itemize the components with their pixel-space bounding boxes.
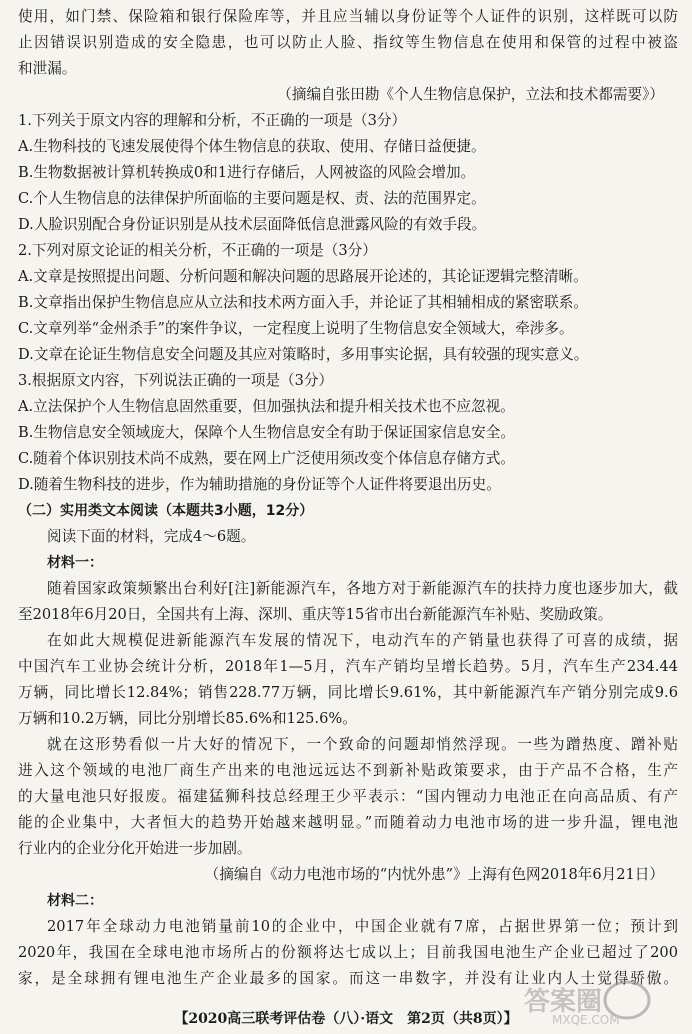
- text-line: B.生物信息安全领域庞大，保障个人生物信息安全有助于保证国家信息安全。: [18, 424, 515, 441]
- watermark-logo-icon: [522, 980, 672, 1026]
- text-line: 材料二：: [47, 893, 103, 909]
- text-line: 中国汽车工业协会统计分析，2018年1—5月，汽车产销均呈增长趋势。5月，汽车生产234.44: [18, 658, 678, 675]
- text-line: （二）实用类文本阅读（本题共3小题，12分）: [18, 503, 314, 519]
- text-line: 2020年，我国在全球电池市场所占的份额将达七成以上；目前我国电池生产企业已超过了200: [18, 944, 678, 961]
- text-line: A.立法保护个人生物信息固然重要，但加强执法和提升相关技术也不应忽视。: [18, 398, 515, 415]
- text-line: 的大量电池只好报废。福建猛狮科技总经理王少平表示：“国内锂动力电池正在向高品质、有产: [18, 788, 678, 805]
- text-line: C.随着个体识别技术尚不成熟，要在网上广泛使用须改变个体信息存储方式。: [18, 450, 515, 467]
- text-line: B.生物数据被计算机转换成0和1进行存储后，人网被盗的风险会增加。: [18, 164, 476, 181]
- text-line: 万辆和10.2万辆，同比分别增长85.6%和125.6%。: [18, 710, 357, 727]
- text-line: 3.根据原文内容，下列说法正确的一项是（3分）: [18, 372, 334, 389]
- text-line: 材料一：: [47, 555, 103, 571]
- text-line: 家，是全球拥有锂电池生产企业最多的国家。而这一串数字，并没有让业内人士觉得骄傲。: [18, 970, 678, 987]
- text-line: （摘编自张田勘《个人生物信息保护，立法和技术都需要》）: [277, 86, 664, 103]
- text-line: A.文章是按照提出问题、分析问题和解决问题的思路展开论述的，其论证逻辑完整清晰。: [18, 268, 588, 285]
- text-line: B.文章指出保护生物信息应从立法和技术两方面入手，并论证了其相辅相成的紧密联系。: [18, 294, 588, 311]
- text-line: C.个人生物信息的法律保护所面临的主要问题是权、责、法的范围界定。: [18, 190, 486, 207]
- text-line: 1.下列关于原文内容的理解和分析，不正确的一项是（3分）: [18, 112, 407, 129]
- text-line: 2.下列对原文论证的相关分析，不正确的一项是（3分）: [18, 242, 377, 259]
- text-line: D.人脸识别配合身份证识别是从技术层面降低信息泄露风险的有效手段。: [18, 216, 487, 233]
- text-line: 万辆，同比增长12.84%；销售228.77万辆，同比增长9.61%，其中新能源汽车产销分别完成9.6: [18, 684, 678, 701]
- page-footer: 【2020高三联考评估卷（八）·语文 第2页（共8页）】: [174, 1011, 518, 1027]
- text-line: 随着国家政策频繁出台利好[注]新能源汽车，各地方对于新能源汽车的扶持力度也逐步加大，截: [47, 580, 678, 597]
- text-line: A.生物科技的飞速发展使得个体生物信息的获取、使用、存储日益便捷。: [18, 138, 486, 155]
- text-line: 就在这形势看似一片大好的情况下，一个致命的问题却悄然浮现。一些为蹭热度、蹭补贴: [47, 736, 678, 753]
- text-line: 行业内的企业分化开始进一步加剧。: [18, 840, 252, 857]
- text-line: 和泄漏。: [18, 60, 77, 77]
- text-line: （摘编自《动力电池市场的“内忧外患”》上海有色网2018年6月21日）: [204, 866, 664, 883]
- text-line: D.随着生物科技的进步，作为辅助措施的身份证等个人证件将要退出历史。: [18, 476, 501, 493]
- text-line: C.文章列举“金州杀手”的案件争议，一定程度上说明了生物信息安全领域大，牵涉多。: [18, 320, 574, 337]
- text-line: 阅读下面的材料，完成4～6题。: [47, 528, 256, 545]
- svg-text:答案圈: 答案圈: [524, 987, 603, 1017]
- text-line: 2017年全球动力电池销量前10的企业中，中国企业就有7席，占据世界第一位；预计到: [47, 918, 678, 935]
- svg-text:MXQE.COM: MXQE.COM: [552, 1013, 620, 1026]
- text-line: 在如此大规模促进新能源汽车发展的情况下，电动汽车的产销量也获得了可喜的成绩，据: [47, 632, 678, 649]
- text-line: 进入这个领域的电池厂商生产出来的电池远远达不到新补贴政策要求，由于产品不合格，生产: [18, 762, 678, 779]
- text-line: 使用，如门禁、保险箱和银行保险库等，并且应当辅以身份证等个人证件的识别，这样既可以防: [18, 8, 678, 25]
- text-line: 止因错误识别造成的安全隐患，也可以防止人脸、指纹等生物信息在使用和保管的过程中被盗: [18, 34, 678, 51]
- text-line: 至2018年6月20日，全国共有上海、深圳、重庆等15省市出台新能源汽车补贴、奖励政策。: [18, 606, 613, 623]
- text-line: 能的企业集中，大者恒大的趋势开始越来越明显。”而随着动力电池市场的进一步升温，锂电池: [18, 814, 678, 831]
- text-line: D.文章在论证生物信息安全问题及其应对策略时，多用事实论据，具有较强的现实意义。: [18, 346, 589, 363]
